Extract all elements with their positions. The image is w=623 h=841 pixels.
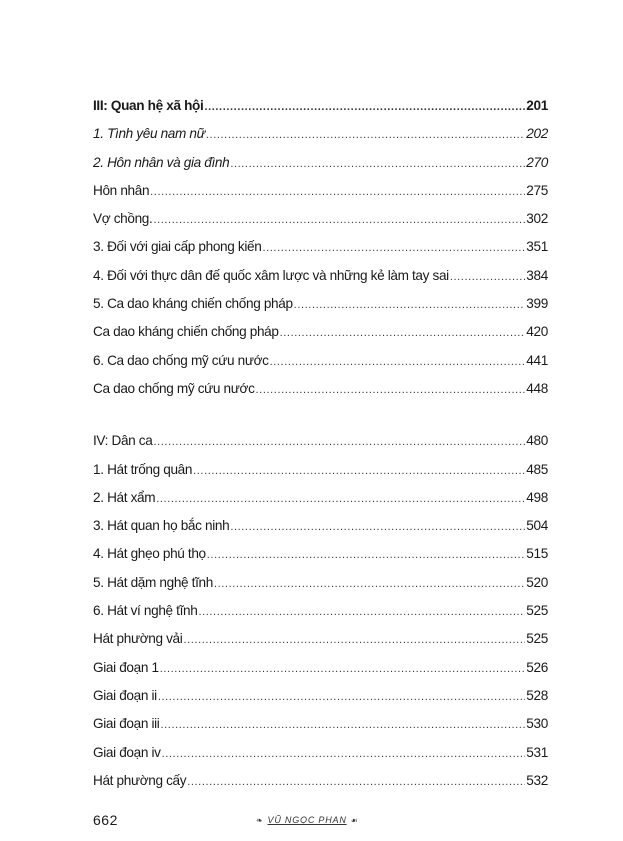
toc-entry-page: 531 [526,744,548,760]
toc-entry-title: Giai đoạn ii [93,687,157,703]
toc-entry-page: 384 [526,267,548,283]
toc-entry-page: 275 [526,182,548,198]
toc-entry [93,603,548,631]
dot-leader [270,356,526,368]
toc-entry-page: 525 [526,631,548,647]
toc-entry-page: 399 [526,296,548,312]
toc-entry-page: 448 [526,380,548,396]
dot-leader [230,158,525,170]
toc-entry-title: 2. Hôn nhân và gia đình [93,154,230,170]
dot-leader [207,549,525,561]
toc-entry-page: 520 [526,574,548,590]
toc-entry-title: 5. Ca dao kháng chiến chống pháp [93,296,293,312]
dot-leader [153,436,525,448]
toc-entry-page: 515 [526,546,548,562]
toc-entry-title: 5. Hát dặm nghệ tĩnh [93,574,213,590]
dot-leader [256,384,526,396]
dot-leader [230,521,525,533]
toc-entry [93,183,548,211]
dot-leader [153,214,525,226]
toc-entry-title: 4. Đối với thực dân đế quốc xâm lược và những kẻ làm tay sai [93,267,449,283]
toc-entry [93,660,548,688]
toc-entry [93,773,548,801]
dot-leader [280,327,526,339]
toc-entry-title: IV: Dân ca [93,433,153,449]
toc-entry-page: 525 [526,603,548,619]
toc-entry [93,211,548,239]
dot-leader [162,748,526,760]
page-footer [93,812,548,832]
toc-entry-title: Hôn nhân [93,182,150,198]
toc-entry-title: 3. Hát quan họ bắc ninh [93,518,230,534]
toc-entry [93,155,548,183]
toc-entry-title: Ca dao chống mỹ cứu nước [93,380,255,396]
toc-entry [93,98,548,126]
toc-entry [93,716,548,744]
toc-entry-title: Giai đoạn iii [93,716,160,732]
toc-entry [93,433,548,461]
toc-entry [93,490,548,518]
toc-entry-page: 302 [526,211,548,227]
toc-entry-title: Ca dao kháng chiến chống pháp [93,324,279,340]
dot-leader [262,242,525,254]
dot-leader [150,186,525,198]
toc-entry-page: 526 [526,659,548,675]
toc-entry-page: 351 [526,239,548,255]
dot-leader [450,271,525,283]
toc-entry-title: 1. Tình yêu nam nữ [93,126,205,142]
section-spacer [93,409,548,433]
toc-entry [93,381,548,409]
dot-leader [156,493,525,505]
toc-entry-page: 270 [526,154,548,170]
toc-entry-page: 504 [526,518,548,534]
dot-leader [198,606,525,618]
toc-entry-title: 6. Hát ví nghệ tĩnh [93,603,198,619]
toc-entry [93,462,548,490]
toc-entry-page: 441 [526,352,548,368]
toc-entry [93,324,548,352]
page-number: 662 [93,812,118,828]
toc-entry [93,688,548,716]
dot-leader [160,663,526,675]
toc-entry [93,296,548,324]
toc-entry-title: Giai đoạn 1 [93,659,159,675]
toc-entry [93,239,548,267]
toc-entry [93,546,548,574]
dot-leader [206,129,525,141]
ornament-left-icon: ❧ [256,815,264,825]
toc-entry-title: III: Quan hệ xã hội [93,98,204,113]
toc-entry [93,631,548,659]
toc-entry-page: 485 [526,461,548,477]
toc-entry-page: 420 [526,324,548,340]
toc-entry [93,745,548,773]
dot-leader [187,776,525,788]
toc-entry [93,353,548,381]
toc-entry-title: 4. Hát ghẹo phú thọ [93,546,206,562]
toc-entry [93,518,548,546]
dot-leader [158,691,525,703]
toc-entry-title: Hát phường vải [93,631,183,647]
toc-entry-page: 532 [526,772,548,788]
toc-entry-title: 3. Đối với giai cấp phong kiến [93,239,262,255]
ornament-right-icon: ☙ [350,815,359,825]
dot-leader [160,719,525,731]
toc-entry-page: 202 [526,126,548,142]
dot-leader [193,465,525,477]
toc-entry-page: 480 [526,433,548,449]
toc-entry-page: 530 [526,716,548,732]
toc-entry-title: 2. Hát xẩm [93,489,156,505]
author-mark [256,815,359,825]
toc-entry-page: 201 [526,98,548,113]
toc-entry-title: Vợ chồng. [93,211,153,227]
toc-entry [93,268,548,296]
dot-leader [204,101,525,113]
toc-entry [93,126,548,154]
toc-entry-title: 6. Ca dao chống mỹ cứu nước [93,352,269,368]
dot-leader [214,578,525,590]
toc-entry-title: Giai đoạn iv [93,744,161,760]
dot-leader [294,299,526,311]
toc-entry-title: 1. Hát trống quân [93,461,193,477]
table-of-contents [93,98,548,801]
toc-entry [93,575,548,603]
dot-leader [183,634,525,646]
toc-entry-page: 528 [526,687,548,703]
author-name: VŨ NGỌC PHAN [267,815,347,825]
toc-entry-title: Hát phường cấy [93,772,187,788]
toc-entry-page: 498 [526,489,548,505]
